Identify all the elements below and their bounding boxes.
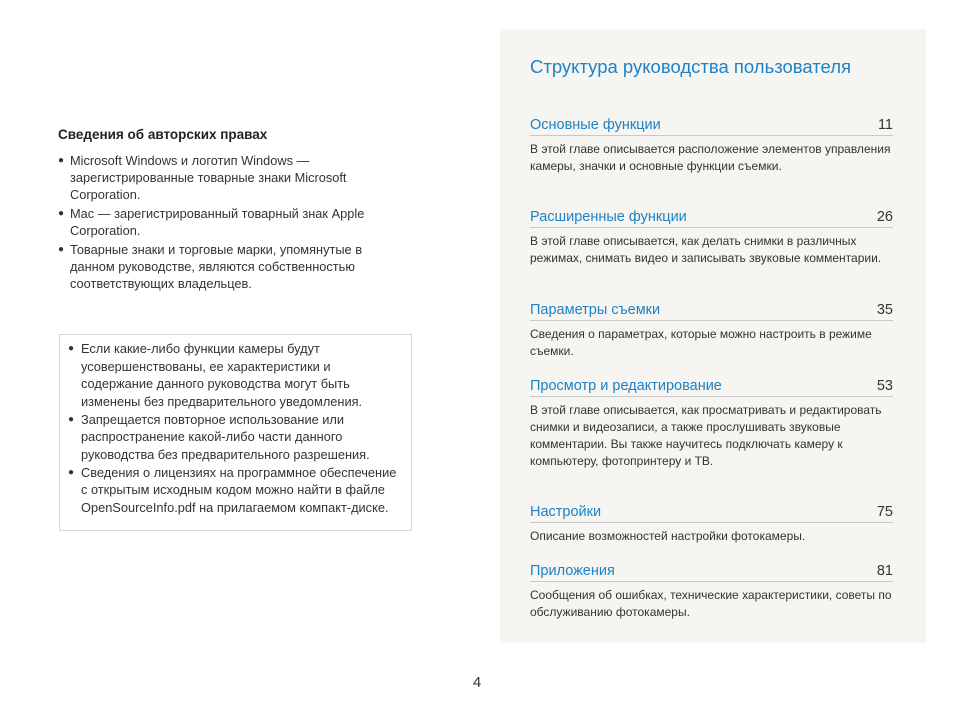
copyright-item: ● Товарные знаки и торговые марки, упомянутые в данном руководстве, являются собственностью соответствующих владельцев.: [58, 241, 388, 292]
toc-section-page: 53: [876, 378, 893, 394]
copyright-section: [58, 127, 388, 294]
toc-section-title[interactable]: Просмотр и редактирование: [530, 378, 722, 394]
toc-section-desc: В этой главе описывается расположение элементов управления камеры, значки и основные функции съемки.: [530, 142, 891, 173]
copyright-item: ● Mac — зарегистрированный товарный знак Apple Corporation.: [58, 205, 388, 239]
toc-section-desc: В этой главе описывается, как просматривать и редактировать снимки и видеозаписи, а также прослушивать звуковые комментарии. Вы также научитесь подключать камеру к компьютеру, фотопринтеру и ТВ.: [530, 403, 882, 468]
toc-section-title[interactable]: Параметры съемки: [530, 302, 661, 318]
toc-section-head: [530, 563, 893, 582]
copyright-list: [58, 152, 388, 292]
copyright-item: ● Microsoft Windows и логотип Windows — зарегистрированные товарные знаки Microsoft Corporation.: [58, 152, 388, 203]
toc-section-title[interactable]: Настройки: [530, 504, 602, 520]
toc-section-page: 26: [876, 209, 893, 225]
toc-section-desc: Описание возможностей настройки фотокамеры.: [530, 529, 806, 543]
toc-section-desc: Сообщения об ошибках, технические характеристики, советы по обслуживанию фотокамеры.: [530, 588, 892, 619]
toc-section-title[interactable]: Расширенные функции: [530, 209, 687, 225]
toc-section-head: [530, 504, 893, 523]
toc-section-page: 75: [876, 504, 893, 520]
toc-section-head: [530, 378, 893, 397]
toc-title: Структура руководства пользователя: [530, 56, 852, 77]
toc-section-head: [530, 302, 893, 321]
toc-section-settings[interactable]: [530, 504, 893, 545]
toc-section-head: [530, 117, 893, 136]
toc-section-page: 81: [876, 563, 893, 579]
notice-item: ● Если какие-либо функции камеры будут усовершенствованы, ее характеристики и содержание данного руководства могут быть изменены без предварительного уведомления.: [68, 340, 403, 410]
toc-section-page: 35: [876, 302, 893, 318]
notice-box: [59, 334, 412, 531]
toc-section-page: 11: [877, 117, 893, 133]
notice-item: ● Запрещается повторное использование или распространение какой-либо части данного руководства без предварительного разрешения.: [68, 411, 403, 464]
notice-item: ● Сведения о лицензиях на программное обеспечение с открытым исходным кодом можно найти в файле OpenSourceInfo.pdf на прилагаемом компакт-диске.: [68, 464, 403, 517]
toc-panel: [500, 29, 926, 643]
toc-section-title[interactable]: Основные функции: [530, 117, 661, 133]
toc-section-title[interactable]: Приложения: [530, 563, 615, 579]
toc-section-basic[interactable]: [530, 117, 893, 175]
toc-section-head: [530, 209, 893, 228]
toc-section-playback[interactable]: [530, 378, 893, 470]
page-number: 4: [472, 674, 482, 691]
toc-section-desc: В этой главе описывается, как делать снимки в различных режимах, снимать видео и записывать звуковые комментарии.: [530, 234, 882, 265]
toc-section-desc: Сведения о параметрах, которые можно настроить в режиме съемки.: [530, 327, 872, 358]
toc-section-appendix[interactable]: [530, 563, 893, 621]
toc-section-shooting-options[interactable]: [530, 302, 893, 360]
copyright-heading: Сведения об авторских правах: [58, 127, 268, 142]
notice-list: [68, 340, 403, 516]
toc-section-advanced[interactable]: [530, 209, 893, 267]
